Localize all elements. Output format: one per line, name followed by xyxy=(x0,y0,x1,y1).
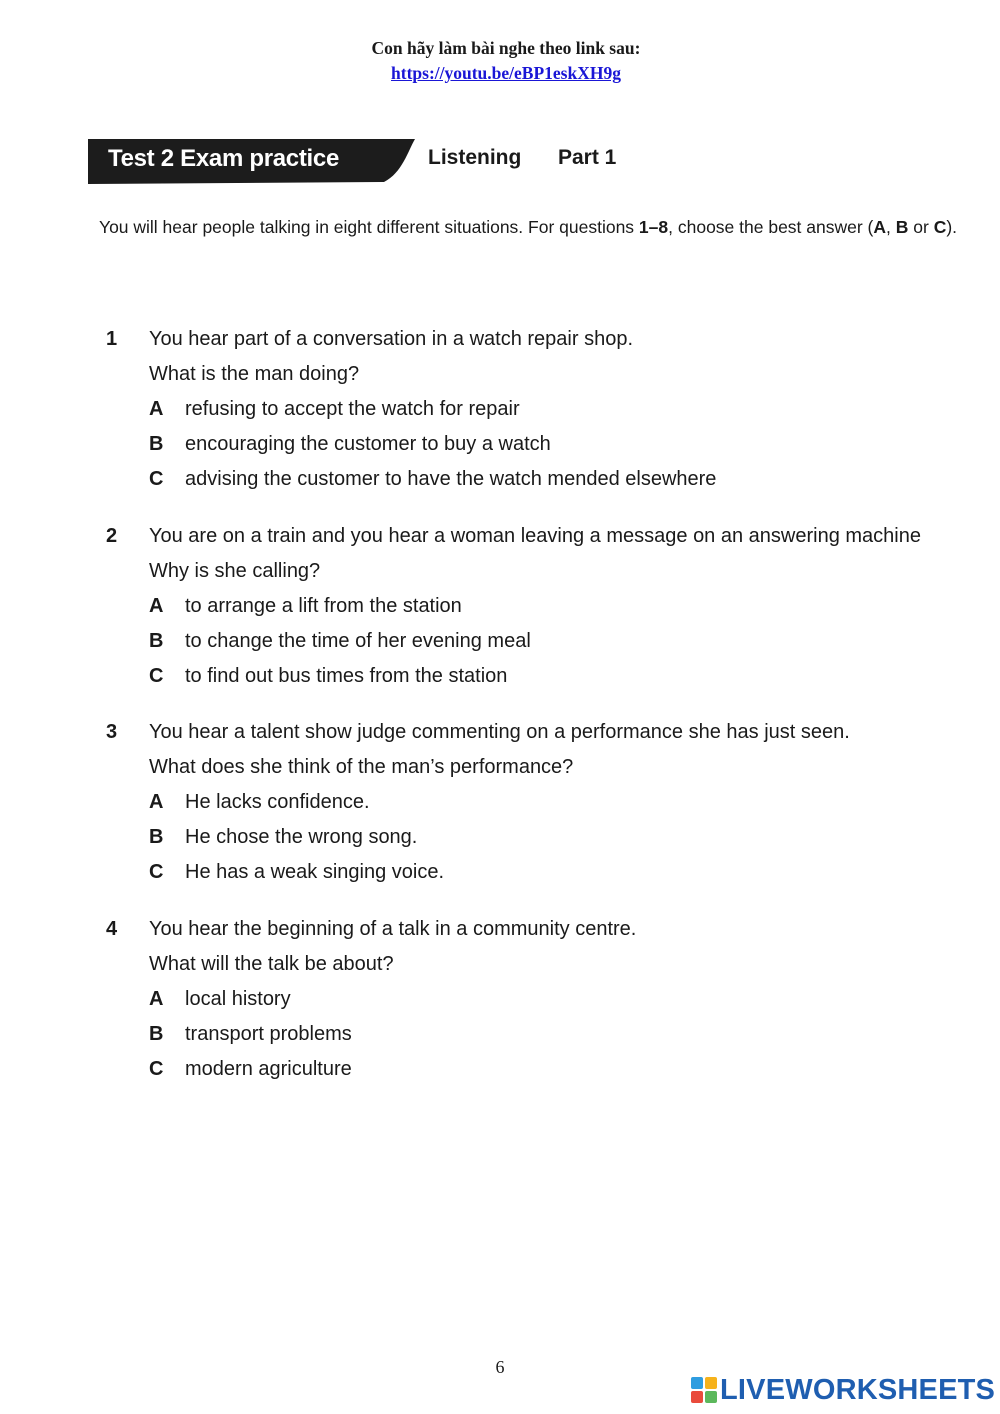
option-letter: B xyxy=(149,433,164,455)
option-text: modern agriculture xyxy=(185,1058,352,1080)
youtube-link[interactable]: https://youtu.be/eBP1eskXH9g xyxy=(391,63,621,83)
listening-link-note xyxy=(0,36,1000,86)
test-banner xyxy=(88,139,415,184)
option-text: He lacks confidence. xyxy=(185,791,370,813)
question-number: 4 xyxy=(106,918,118,940)
question-number: 1 xyxy=(106,328,118,350)
question-stem: What does she think of the man’s performance? xyxy=(149,756,574,778)
question-context: You hear the beginning of a talk in a community centre. xyxy=(149,918,637,940)
question-context: You hear part of a conversation in a watch repair shop. xyxy=(149,328,634,350)
option-2a[interactable] xyxy=(0,593,1000,619)
option-4a[interactable] xyxy=(0,986,1000,1012)
option-letter: C xyxy=(149,861,164,883)
option-text: local history xyxy=(185,988,291,1010)
question-stem: What will the talk be about? xyxy=(149,953,394,975)
note-text: Con hãy làm bài nghe theo link sau: xyxy=(371,38,641,58)
option-text: encouraging the customer to buy a watch xyxy=(185,433,551,455)
option-letter: C xyxy=(149,468,164,490)
question-number: 3 xyxy=(106,721,118,743)
option-1c[interactable] xyxy=(0,466,1000,492)
section-listening: Listening xyxy=(428,146,522,169)
banner-title: Test 2 Exam practice xyxy=(108,145,340,172)
liveworksheets-icon xyxy=(691,1377,717,1403)
instructions: You will hear people talking in eight different situations. For questions 1–8, choose the best answer (A, B or C). xyxy=(99,217,958,237)
question-stem: What is the man doing? xyxy=(149,363,360,385)
section-part: Part 1 xyxy=(558,146,617,169)
option-text: advising the customer to have the watch mended elsewhere xyxy=(185,468,717,490)
option-2c[interactable] xyxy=(0,663,1000,689)
question-number: 2 xyxy=(106,525,118,547)
option-letter: C xyxy=(149,665,164,687)
option-1a[interactable] xyxy=(0,396,1000,422)
question-stem: Why is she calling? xyxy=(149,560,321,582)
question-context: You hear a talent show judge commenting on a performance she has just seen. xyxy=(149,721,850,743)
option-3a[interactable] xyxy=(0,789,1000,815)
option-text: He has a weak singing voice. xyxy=(185,861,445,883)
question-context: You are on a train and you hear a woman leaving a message on an answering machine xyxy=(149,525,921,547)
option-text: refusing to accept the watch for repair xyxy=(185,398,520,420)
option-2b[interactable] xyxy=(0,628,1000,654)
option-letter: B xyxy=(149,1023,164,1045)
option-4c[interactable] xyxy=(0,1056,1000,1082)
option-letter: A xyxy=(149,595,164,617)
option-letter: A xyxy=(149,988,164,1010)
option-letter: C xyxy=(149,1058,164,1080)
option-text: to change the time of her evening meal xyxy=(185,630,531,652)
option-1b[interactable] xyxy=(0,431,1000,457)
option-text: to arrange a lift from the station xyxy=(185,595,462,617)
option-letter: B xyxy=(149,630,164,652)
option-letter: A xyxy=(149,398,164,420)
option-4b[interactable] xyxy=(0,1021,1000,1047)
option-3c[interactable] xyxy=(0,859,1000,885)
option-text: transport problems xyxy=(185,1023,352,1045)
brand-name: LIVEWORKSHEETS xyxy=(720,1373,996,1406)
option-letter: A xyxy=(149,791,164,813)
option-letter: B xyxy=(149,826,164,848)
option-text: He chose the wrong song. xyxy=(185,826,418,848)
page-number: 6 xyxy=(495,1357,505,1377)
option-text: to find out bus times from the station xyxy=(185,665,508,687)
option-3b[interactable] xyxy=(0,824,1000,850)
liveworksheets-logo xyxy=(691,1373,995,1407)
